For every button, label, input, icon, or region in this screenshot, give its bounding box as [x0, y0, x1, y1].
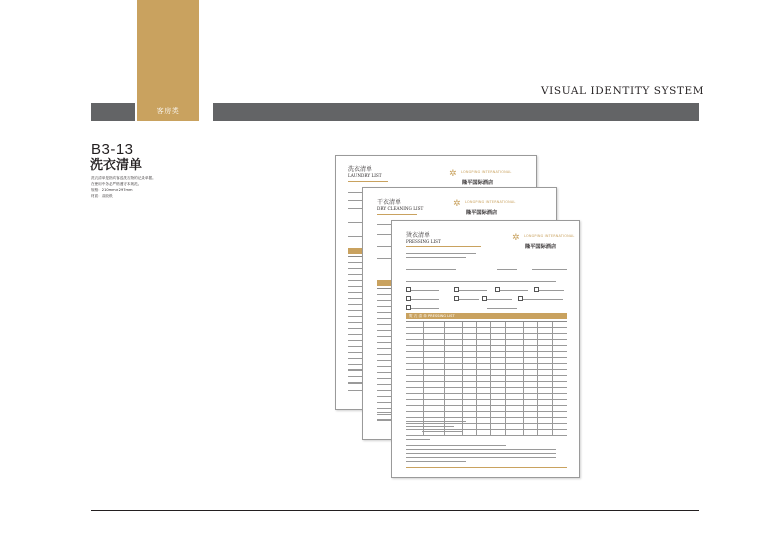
description-line: 在使用中务必严格遵守本规范。	[91, 182, 142, 186]
description-line: 材质：双胶纸	[91, 194, 113, 198]
option-label	[487, 299, 512, 300]
category-tab-label: 客房类	[156, 107, 180, 115]
logo-icon: ✲	[449, 169, 457, 179]
header-bar-right	[213, 103, 699, 121]
option-label	[523, 299, 563, 300]
sheet-title-cn: 干衣清单	[377, 199, 402, 206]
instruction-line	[406, 253, 476, 254]
room-field[interactable]	[497, 269, 517, 270]
total-field[interactable]	[487, 308, 517, 309]
logo-chinese: 隆平国际酒店	[466, 210, 498, 216]
sheet-title-cn: 烫衣清单	[406, 232, 431, 239]
option-label	[459, 299, 479, 300]
logo-english: LONGPING INTERNATIONAL	[524, 234, 575, 238]
sheet-title-en: DRY CLEANING LIST	[377, 206, 424, 211]
guest-name-field[interactable]	[406, 269, 456, 270]
sheet-title-en: LAUNDRY LIST	[348, 173, 382, 178]
note-line	[406, 426, 454, 427]
terms-line	[406, 449, 556, 450]
bottom-rule	[91, 510, 699, 511]
terms-line	[406, 453, 556, 454]
date-field[interactable]	[532, 269, 567, 270]
logo-chinese: 隆平国际酒店	[525, 244, 557, 250]
logo-english: LONGPING INTERNATIONAL	[465, 200, 516, 204]
category-tab[interactable]	[137, 0, 199, 121]
sheet-title-cn: 洗衣清单	[348, 166, 373, 173]
logo-icon: ✲	[512, 233, 520, 243]
divider-line	[406, 281, 556, 282]
logo-english: LONGPING INTERNATIONAL	[461, 170, 512, 174]
footer-rule	[406, 467, 567, 468]
description-line: 洗衣清单是指宾客送洗衣物的记录单据。	[91, 176, 156, 180]
logo-chinese: 隆平国际酒店	[462, 180, 494, 186]
header-bar-left	[91, 103, 135, 121]
description-line: 规格：210mm×297mm	[91, 188, 133, 192]
terms-line	[406, 457, 556, 458]
option-label	[539, 290, 564, 291]
section-code: B3-13	[91, 141, 134, 158]
pressing-list-sheet	[391, 220, 580, 478]
note-line	[406, 439, 430, 440]
note-line	[406, 421, 466, 422]
section-description	[91, 175, 181, 199]
terms-line	[406, 445, 506, 446]
title-underline	[406, 246, 481, 247]
instruction-line	[406, 257, 466, 258]
section-name: 洗衣清单	[90, 158, 143, 173]
sheet-title-en: PRESSING LIST	[406, 239, 441, 244]
items-table	[406, 321, 567, 436]
option-label	[411, 299, 439, 300]
signature-field[interactable]	[422, 431, 462, 432]
terms-line	[406, 461, 466, 462]
logo-icon: ✲	[453, 199, 461, 209]
system-title: VISUAL IDENTITY SYSTEM	[541, 85, 705, 97]
option-label	[411, 308, 439, 309]
option-label	[411, 290, 439, 291]
option-label	[459, 290, 487, 291]
table-band-label: 熨 衣 清 单 PRESSING LIST	[409, 313, 455, 318]
option-label	[500, 290, 528, 291]
title-underline	[348, 181, 388, 182]
table-band	[406, 313, 567, 319]
title-underline	[377, 214, 417, 215]
